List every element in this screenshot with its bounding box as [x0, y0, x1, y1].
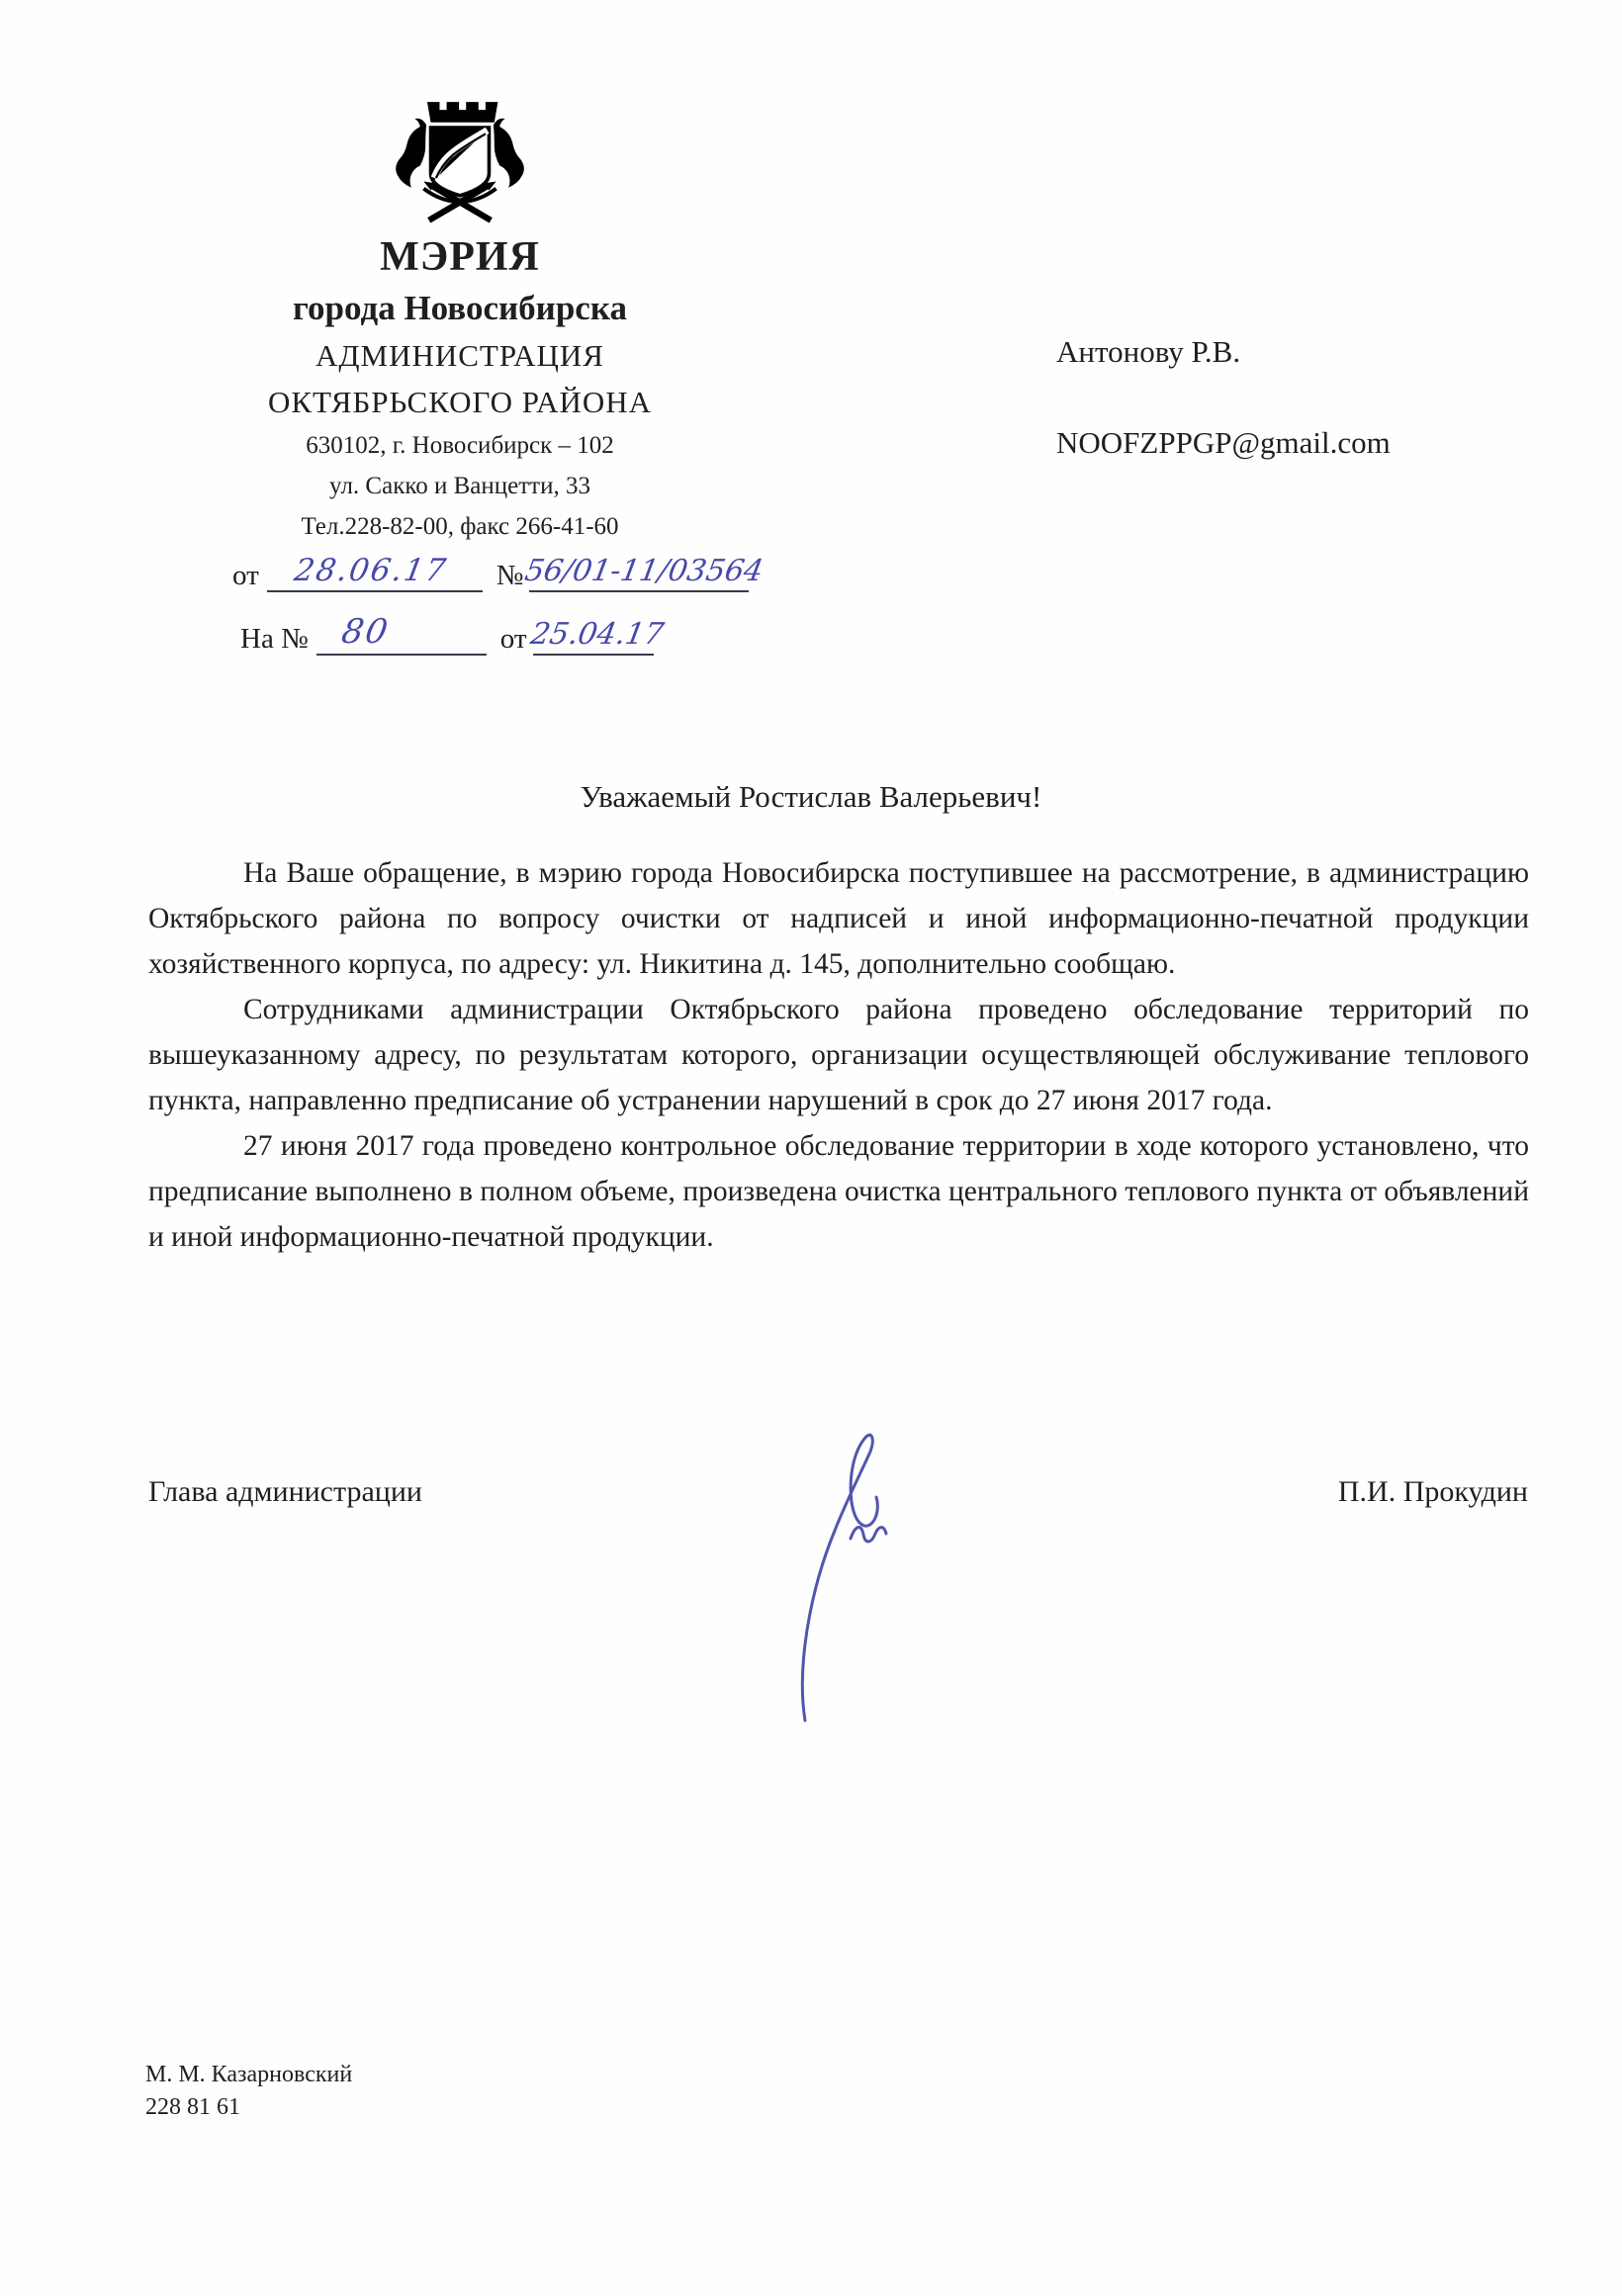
- outgoing-number-field: [522, 554, 766, 592]
- letterhead: [134, 95, 786, 656]
- outgoing-date-field: [267, 553, 483, 592]
- signoff-position-title: Глава администрации: [148, 1475, 422, 1508]
- executor-footer: [145, 2059, 352, 2124]
- outgoing-date-handwritten: 28.06.17: [291, 553, 451, 588]
- ref-from-label: от: [499, 623, 527, 655]
- org-district: ОКТЯБРЬСКОГО РАЙОНА: [267, 385, 653, 419]
- ref-date-handwritten: 25.04.17: [527, 617, 667, 652]
- ref-label: На №: [240, 623, 309, 655]
- executor-name: М. М. Казарновский: [145, 2062, 353, 2087]
- org-name-mayor: МЭРИЯ: [380, 234, 540, 280]
- body-paragraph: Сотрудниками администрации Октябрьского района проведено обследование территорий по вышеуказанному адресу, по результатам которого, организации осуществляющей обслуживание теплового пункта, направленно предписание об устранении нарушений в срок до 27 июня 2017 года.: [148, 994, 1529, 1116]
- recipient-email: NOOFZPPGP@gmail.com: [1056, 425, 1391, 460]
- ref-number-field: [316, 612, 487, 656]
- address-postal: 630102, г. Новосибирск – 102: [306, 432, 614, 459]
- org-name-city: города Новосибирска: [293, 289, 627, 327]
- letter-body: [148, 850, 1529, 1260]
- signoff-name: П.И. Прокудин: [1337, 1475, 1528, 1508]
- outgoing-number-row: [134, 553, 786, 592]
- org-administration: АДМИНИСТРАЦИЯ: [315, 338, 604, 373]
- body-paragraph: 27 июня 2017 года проведено контрольное обследование территории в ходе которого установлено, что предписание выполнено в полном объеме, произведена очистка центрального теплового пункта от объявлений и иной информационно-печатной продукции.: [148, 1130, 1529, 1253]
- recipient-block: [1056, 334, 1391, 461]
- handwritten-signature-icon: [783, 1430, 942, 1726]
- salutation: Уважаемый Ростислав Валерьевич!: [580, 779, 1042, 814]
- address-phone-fax: Тел.228-82-00, факс 266-41-60: [301, 513, 619, 540]
- address-street: ул. Сакко и Ванцетти, 33: [329, 473, 590, 499]
- outgoing-number-handwritten: 56/01-11/03564: [522, 554, 766, 588]
- executor-phone: 228 81 61: [145, 2094, 240, 2120]
- novosibirsk-coat-of-arms-icon: [385, 95, 535, 227]
- body-paragraph: На Ваше обращение, в мэрию города Новосибирска поступившее на рассмотрение, в администрацию Октябрьского района по вопросу очистки от надписей и иной информационно-печатной продукции хозяйственного корпуса, по адресу: ул. Никитина д. 145, дополнительно сообщаю.: [148, 857, 1529, 980]
- number-label: №: [496, 560, 524, 591]
- recipient-name: Антонову Р.В.: [1056, 334, 1241, 369]
- from-label: от: [232, 560, 259, 591]
- ref-number-handwritten: 80: [338, 612, 393, 652]
- reference-number-row: [134, 612, 786, 656]
- ref-date-field: [527, 617, 667, 656]
